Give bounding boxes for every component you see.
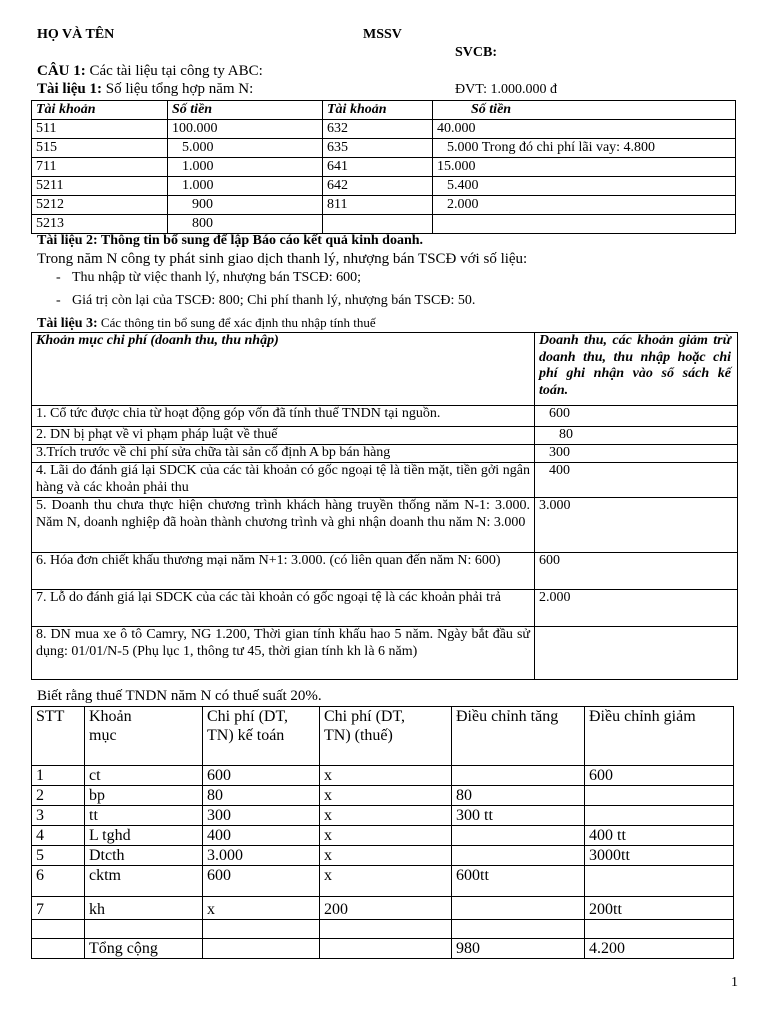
cell: x	[320, 846, 452, 866]
cell: 400 tt	[585, 826, 734, 846]
tax-adjustment-table	[31, 706, 734, 959]
table-row	[32, 445, 738, 463]
table-row	[32, 806, 734, 826]
cell: 80	[452, 786, 585, 806]
cell: ct	[85, 766, 203, 786]
cell	[320, 920, 452, 939]
doc1-text: Số liệu tổng hợp năm N:	[102, 81, 254, 97]
cell: 80	[535, 427, 738, 445]
cell: 1. Cổ tức được chia từ hoạt động góp vốn đã tính thuế TNDN tại nguồn.	[32, 406, 535, 427]
header-cell: STT	[32, 707, 85, 766]
cell: 1.000	[168, 158, 323, 177]
header-cell: Doanh thu, các khoản giảm trừ doanh thu, thu nhập hoặc chi phí ghi nhận vào sổ sách kế toán.	[535, 333, 738, 406]
cell: 7	[32, 897, 85, 920]
cell	[32, 939, 85, 959]
question-1	[37, 63, 263, 80]
cell: 100.000	[168, 120, 323, 139]
cell: 632	[323, 120, 433, 139]
cell: 642	[323, 177, 433, 196]
cell	[585, 786, 734, 806]
cell: 2.000	[433, 196, 736, 215]
doc3-text: Các thông tin bổ sung để xác định thu nhập tính thuế	[97, 315, 376, 330]
cell: 4	[32, 826, 85, 846]
cell: 600	[535, 553, 738, 590]
cell: 4.200	[585, 939, 734, 959]
cell: 600	[535, 406, 738, 427]
table-row	[32, 215, 736, 234]
doc1-heading	[37, 81, 253, 98]
header-cell: Chi phí (DT, TN) (thuế)	[320, 707, 452, 766]
cell: 511	[32, 120, 168, 139]
cell: 2	[32, 786, 85, 806]
table-row	[32, 427, 738, 445]
cell: 400	[203, 826, 320, 846]
cell: 1.000	[168, 177, 323, 196]
list-item-text: Giá trị còn lại của TSCĐ: 800; Chi phí thanh lý, nhượng bán TSCĐ: 50.	[72, 293, 476, 308]
cell: 200tt	[585, 897, 734, 920]
page-number: 1	[731, 975, 738, 990]
tax-note: Biết rằng thuế TNDN năm N có thuế suất 20%.	[37, 688, 322, 704]
list-item	[56, 293, 475, 309]
cell: 600tt	[452, 866, 585, 897]
cell	[323, 215, 433, 234]
cell: x	[320, 786, 452, 806]
header-cell: Khoản mục chi phí (doanh thu, thu nhập)	[32, 333, 535, 406]
cell: 5.400	[433, 177, 736, 196]
cell	[452, 920, 585, 939]
cell: bp	[85, 786, 203, 806]
cell: tt	[85, 806, 203, 826]
table-row	[32, 590, 738, 627]
table-row	[32, 158, 736, 177]
cell: L tghd	[85, 826, 203, 846]
cell	[535, 627, 738, 680]
table-row	[32, 463, 738, 498]
cell: 300	[203, 806, 320, 826]
cell	[203, 920, 320, 939]
cell: 5213	[32, 215, 168, 234]
table-row	[32, 406, 738, 427]
table-header-row	[32, 333, 738, 406]
doc3-label: Tài liệu 3:	[37, 316, 98, 331]
cell: 6	[32, 866, 85, 897]
cell: x	[320, 766, 452, 786]
name-label: HỌ VÀ TÊN	[37, 27, 115, 42]
table-row	[32, 177, 736, 196]
cell: 980	[452, 939, 585, 959]
cell: x	[320, 806, 452, 826]
cell	[320, 939, 452, 959]
cell: 811	[323, 196, 433, 215]
svcb-label: SVCB:	[455, 45, 498, 60]
table-row	[32, 866, 734, 897]
cell: 5. Doanh thu chưa thực hiện chương trình khách hàng truyền thống năm N-1: 3.000. Năm N, doanh nghiệp đã hoàn thành chương trình và ghi nhận doanh thu năm N: 3.000	[32, 498, 535, 553]
cell: 2. DN bị phạt về vi phạm pháp luật về thuế	[32, 427, 535, 445]
cell: 5	[32, 846, 85, 866]
header-cell: Điều chỉnh tăng	[452, 707, 585, 766]
header-cell: Điều chỉnh giảm	[585, 707, 734, 766]
table-row	[32, 897, 734, 920]
cell: 5211	[32, 177, 168, 196]
doc2-title: Tài liệu 2: Thông tin bổ sung để lập Báo cáo kết quả kinh doanh.	[37, 233, 424, 248]
cell	[203, 939, 320, 959]
cell: 5.000	[168, 139, 323, 158]
cell	[85, 920, 203, 939]
adjustments-table	[31, 332, 738, 680]
cell	[585, 806, 734, 826]
cell: 5212	[32, 196, 168, 215]
header-cell: Chi phí (DT, TN) kế toán	[203, 707, 320, 766]
cell	[452, 766, 585, 786]
table-row	[32, 196, 736, 215]
cell: 5.000 Trong đó chi phí lãi vay: 4.800	[433, 139, 736, 158]
cell: 711	[32, 158, 168, 177]
header-cell: Số tiền	[168, 101, 323, 120]
cell: 400	[535, 463, 738, 498]
table-row	[32, 498, 738, 553]
cell: 200	[320, 897, 452, 920]
cell: 515	[32, 139, 168, 158]
bullet-dash-icon: -	[56, 293, 61, 308]
cell	[32, 920, 85, 939]
table-row	[32, 766, 734, 786]
table-row	[32, 786, 734, 806]
cell: cktm	[85, 866, 203, 897]
cell: 600	[203, 866, 320, 897]
table-row	[32, 627, 738, 680]
cell: x	[203, 897, 320, 920]
cell: x	[320, 826, 452, 846]
cell: 635	[323, 139, 433, 158]
accounts-table	[31, 100, 736, 234]
cell: 800	[168, 215, 323, 234]
doc2-intro: Trong năm N công ty phát sinh giao dịch thanh lý, nhượng bán TSCĐ với số liệu:	[37, 251, 528, 267]
cell: 80	[203, 786, 320, 806]
cell: 300 tt	[452, 806, 585, 826]
question-1-label: CÂU 1:	[37, 63, 86, 79]
cell	[452, 826, 585, 846]
header-cell: Tài khoản	[323, 101, 433, 120]
cell: 3.000	[535, 498, 738, 553]
table-row	[32, 139, 736, 158]
cell: 7. Lỗ do đánh giá lại SDCK của các tài khoản có gốc ngoại tệ là các khoản phải trả	[32, 590, 535, 627]
question-1-text: Các tài liệu tại công ty ABC:	[85, 63, 263, 79]
table-row	[32, 826, 734, 846]
cell: Dtcth	[85, 846, 203, 866]
cell	[433, 215, 736, 234]
cell: Tổng cộng	[85, 939, 203, 959]
cell: 3.000	[203, 846, 320, 866]
doc3-heading	[37, 315, 376, 332]
cell: 1	[32, 766, 85, 786]
table-header-row	[32, 101, 736, 120]
table-header-row	[32, 707, 734, 766]
cell: kh	[85, 897, 203, 920]
cell	[452, 846, 585, 866]
header-cell: Tài khoản	[32, 101, 168, 120]
cell: 2.000	[535, 590, 738, 627]
cell: 3000tt	[585, 846, 734, 866]
cell: 641	[323, 158, 433, 177]
list-item-text: Thu nhập từ việc thanh lý, nhượng bán TSCĐ: 600;	[72, 270, 362, 285]
bullet-dash-icon: -	[56, 270, 61, 285]
cell: x	[320, 866, 452, 897]
cell: 3	[32, 806, 85, 826]
cell: 600	[585, 766, 734, 786]
cell: 600	[203, 766, 320, 786]
cell: 4. Lãi do đánh giá lại SDCK của các tài khoản có gốc ngoại tệ là tiền mặt, tiền gởi ngân hàng và các khoản phải thu	[32, 463, 535, 498]
table-row	[32, 553, 738, 590]
cell	[585, 920, 734, 939]
cell: 6. Hóa đơn chiết khấu thương mại năm N+1: 3.000. (có liên quan đến năm N: 600)	[32, 553, 535, 590]
doc1-unit: ĐVT: 1.000.000 đ	[455, 82, 557, 97]
doc1-label: Tài liệu 1:	[37, 81, 103, 97]
cell: 8. DN mua xe ô tô Camry, NG 1.200, Thời gian tính khấu hao 5 năm. Ngày bắt đầu sử dụng: 01/01/N-5 (Phụ lục 1, thông tư 45, thời gian tính kh là 6 năm)	[32, 627, 535, 680]
table-total-row	[32, 939, 734, 959]
cell	[452, 897, 585, 920]
mssv-label: MSSV	[363, 27, 402, 42]
cell: 300	[535, 445, 738, 463]
cell: 15.000	[433, 158, 736, 177]
header-cell: Khoản mục	[85, 707, 203, 766]
cell	[585, 866, 734, 897]
list-item	[56, 270, 361, 286]
cell: 900	[168, 196, 323, 215]
table-row	[32, 120, 736, 139]
cell: 40.000	[433, 120, 736, 139]
cell: 3.Trích trước về chi phí sửa chữa tài sản cố định A bp bán hàng	[32, 445, 535, 463]
table-row	[32, 920, 734, 939]
header-cell: Số tiền	[433, 101, 736, 120]
table-row	[32, 846, 734, 866]
